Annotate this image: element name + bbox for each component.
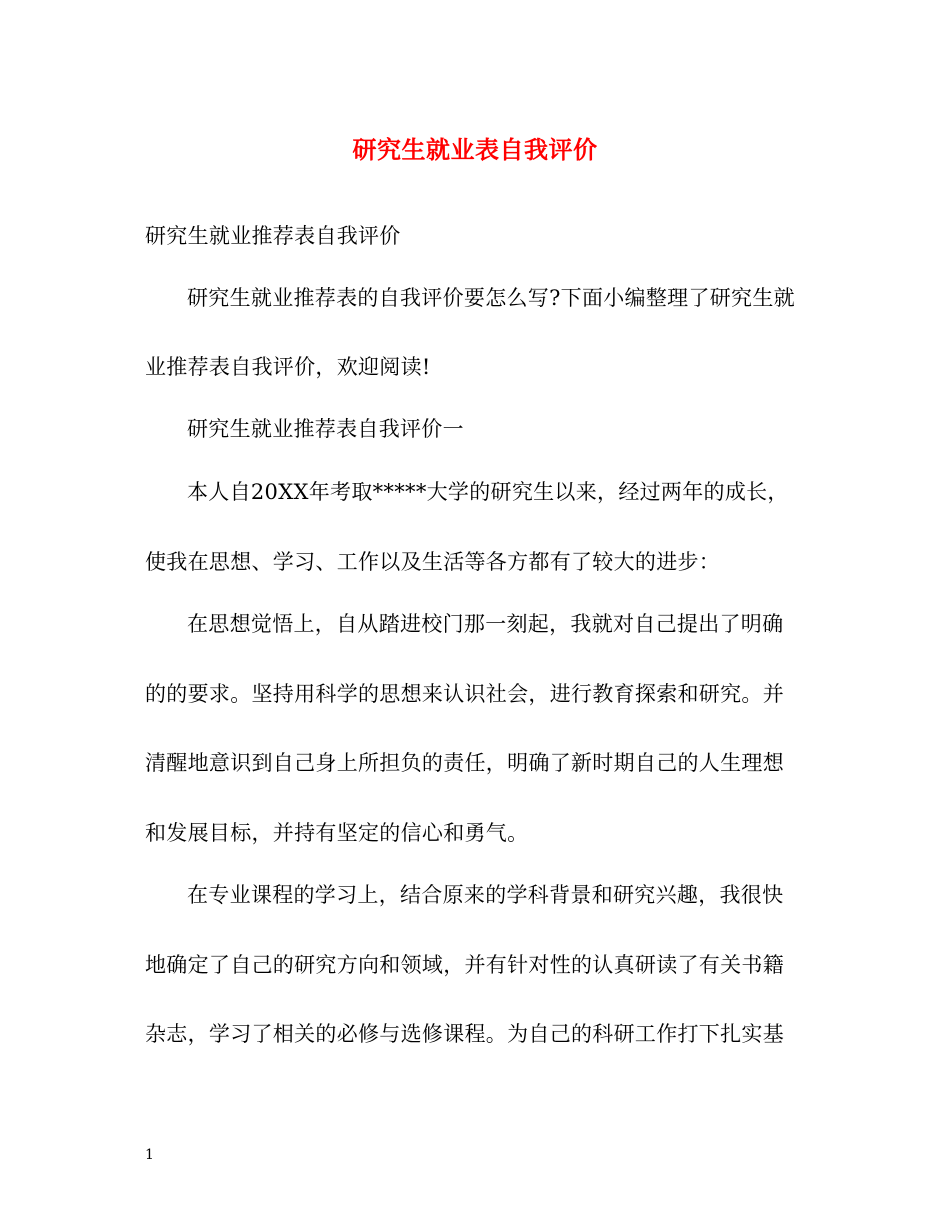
paragraph-line: 业推荐表自我评价，欢迎阅读! — [145, 355, 431, 379]
paragraph-line: 研究生就业推荐表的自我评价要怎么写?下面小编整理了研究生就 — [187, 286, 795, 310]
paragraph-line: 地确定了自己的研究方向和领域，并有针对性的认真研读了有关书籍 — [145, 953, 784, 977]
paragraph-line: 杂志，学习了相关的必修与选修课程。为自己的科研工作打下扎实基 — [145, 1022, 784, 1046]
paragraph-line: 在专业课程的学习上，结合原来的学科背景和研究兴趣，我很快 — [187, 883, 784, 907]
paragraph-line: 和发展目标，并持有坚定的信心和勇气。 — [145, 821, 529, 845]
subsection-heading: 研究生就业推荐表自我评价一 — [187, 417, 464, 441]
paragraph-line: 的的要求。坚持用科学的思想来认识社会，进行教育探索和研究。并 — [145, 682, 784, 706]
paragraph-line: 在思想觉悟上，自从踏进校门那一刻起，我就对自己提出了明确 — [187, 612, 784, 636]
section-heading: 研究生就业推荐表自我评价 — [145, 224, 401, 248]
paragraph-line: 清醒地意识到自己身上所担负的责任，明确了新时期自己的人生理想 — [145, 751, 784, 775]
page-number: 1 — [145, 1147, 154, 1163]
paragraph-line: 使我在思想、学习、工作以及生活等各方都有了较大的进步： — [145, 550, 721, 574]
document-title: 研究生就业表自我评价 — [352, 135, 598, 164]
paragraph-line: 本人自20XX年考取*****大学的研究生以来，经过两年的成长， — [187, 480, 789, 504]
